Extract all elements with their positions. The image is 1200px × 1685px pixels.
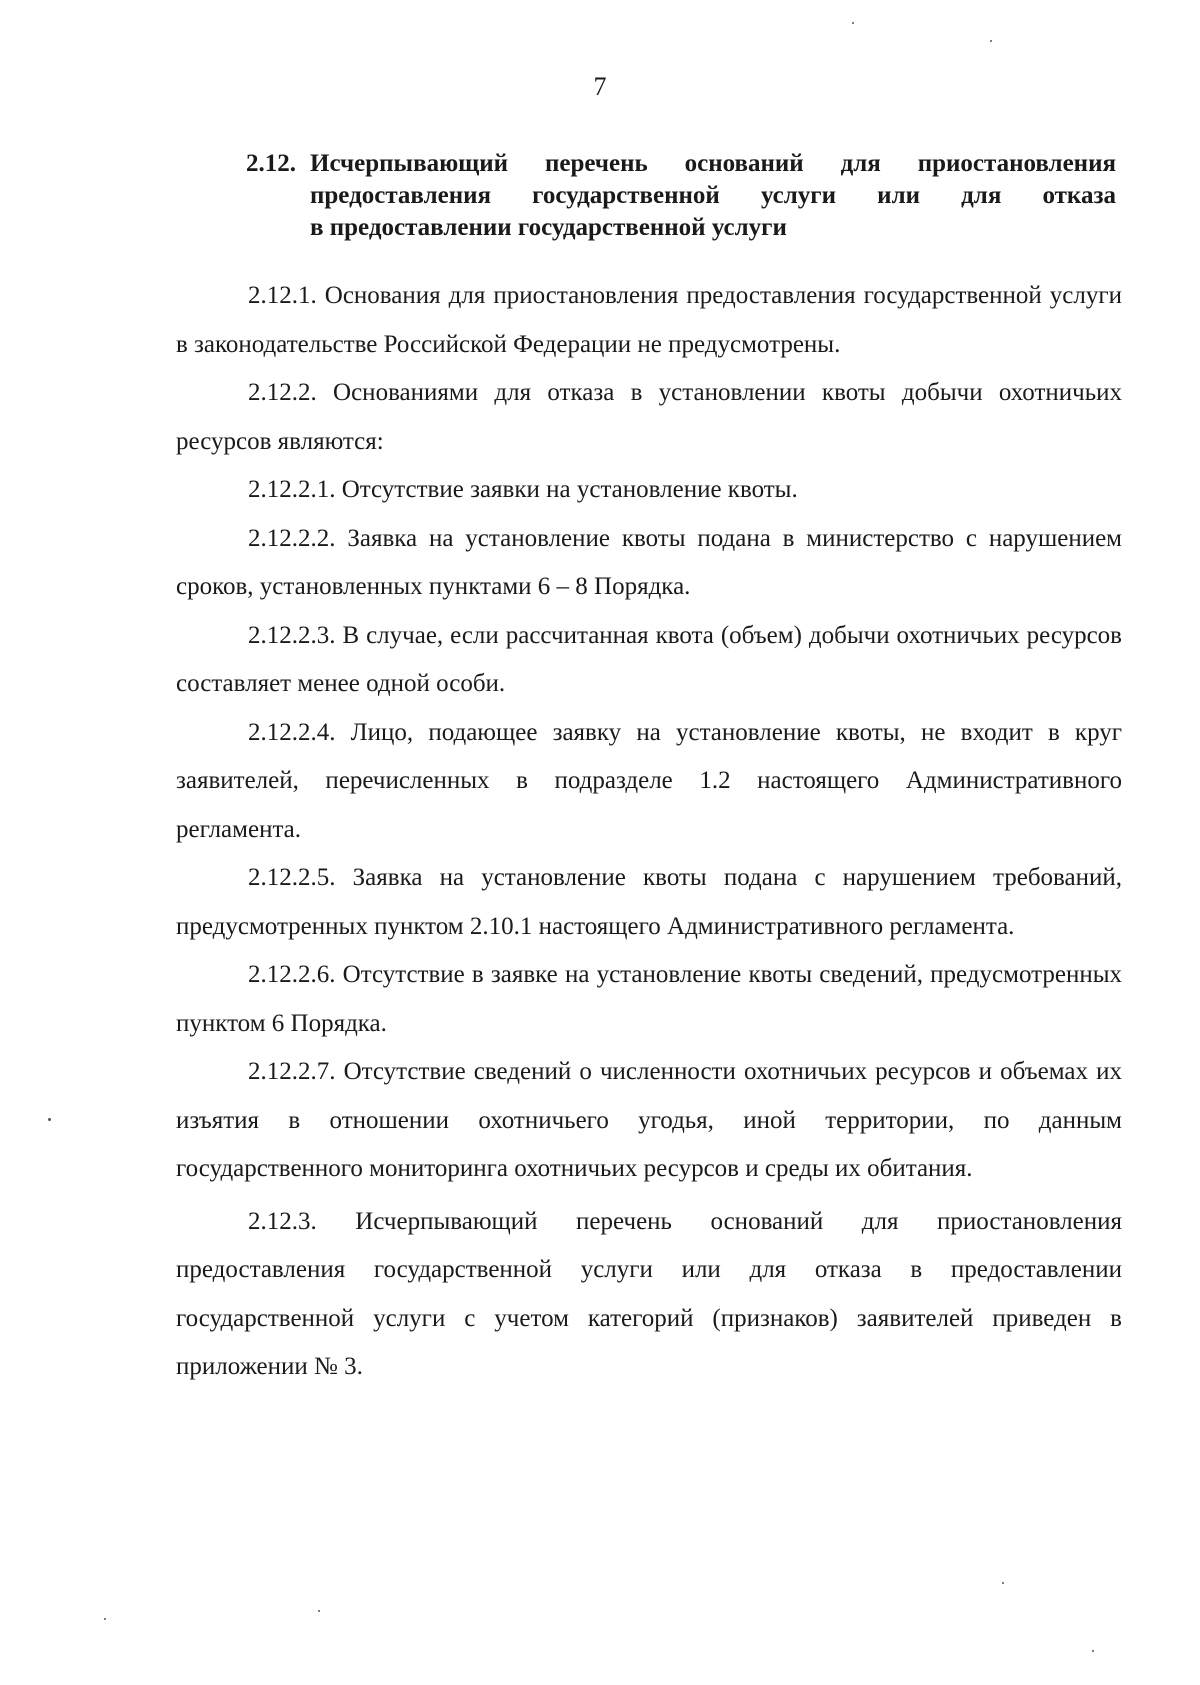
scan-speck	[1092, 1650, 1094, 1652]
paragraph-2-12-3: 2.12.3. Исчерпывающий перечень оснований для приостановления предоставления государственной услуги или для отказа в предоставлении государственной услуги с учетом категорий (признаков) заявителей приведен в приложении № 3.	[176, 1207, 1122, 1380]
paragraph-2-12-2-3: 2.12.2.3. В случае, если рассчитанная квота (объем) добычи охотничьих ресурсов составляет менее одной особи.	[176, 621, 1122, 697]
paragraph-2-12-2-7: 2.12.2.7. Отсутствие сведений о численности охотничьих ресурсов и объемах их изъятия в отношении охотничьего угодья, иной территории, по данным государственного мониторинга охотничьих ресурсов и среды их обитания.	[176, 1058, 1122, 1182]
section-heading-line-3: в предоставлении государственной услуги	[310, 214, 787, 241]
paragraph-2-12-2: 2.12.2. Основаниями для отказа в установлении квоты добычи охотничьих ресурсов являются:	[176, 379, 1122, 455]
scan-speck	[990, 40, 992, 42]
scan-speck	[104, 1618, 106, 1620]
paragraph-2-12-2-1: 2.12.2.1. Отсутствие заявки на установление квоты.	[248, 476, 798, 503]
paragraph-2-12-2-2: 2.12.2.2. Заявка на установление квоты подана в министерство с нарушением сроков, установленных пунктами 6 – 8 Порядка.	[176, 524, 1122, 600]
paragraph-2-12-2-5: 2.12.2.5. Заявка на установление квоты подана с нарушением требований, предусмотренных пунктом 2.10.1 настоящего Административного регламента.	[176, 864, 1122, 940]
paragraph-2-12-1: 2.12.1. Основания для приостановления предоставления государственной услуги в законодательстве Российской Федерации не предусмотрены.	[176, 282, 1122, 358]
section-heading-line-2: предоставления государственной услуги или для отказа	[310, 182, 1116, 209]
section-number: 2.12.	[246, 150, 296, 177]
document-body	[176, 272, 1122, 1392]
scan-speck	[1002, 1582, 1004, 1584]
paragraph-2-12-2-6: 2.12.2.6. Отсутствие в заявке на установление квоты сведений, предусмотренных пунктом 6 Порядка.	[176, 961, 1122, 1037]
page-number: 7	[593, 72, 607, 101]
section-heading-text-1: Исчерпывающий перечень оснований для приостановления	[310, 150, 1116, 177]
paragraph-2-12-2-4: 2.12.2.4. Лицо, подающее заявку на установление квоты, не входит в круг заявителей, перечисленных в подразделе 1.2 настоящего Административного регламента.	[176, 718, 1122, 843]
scan-speck	[852, 22, 854, 24]
section-heading-line-1	[246, 148, 1116, 180]
scan-speck	[48, 1118, 51, 1121]
section-heading	[246, 148, 1116, 244]
scan-speck	[318, 1610, 320, 1612]
